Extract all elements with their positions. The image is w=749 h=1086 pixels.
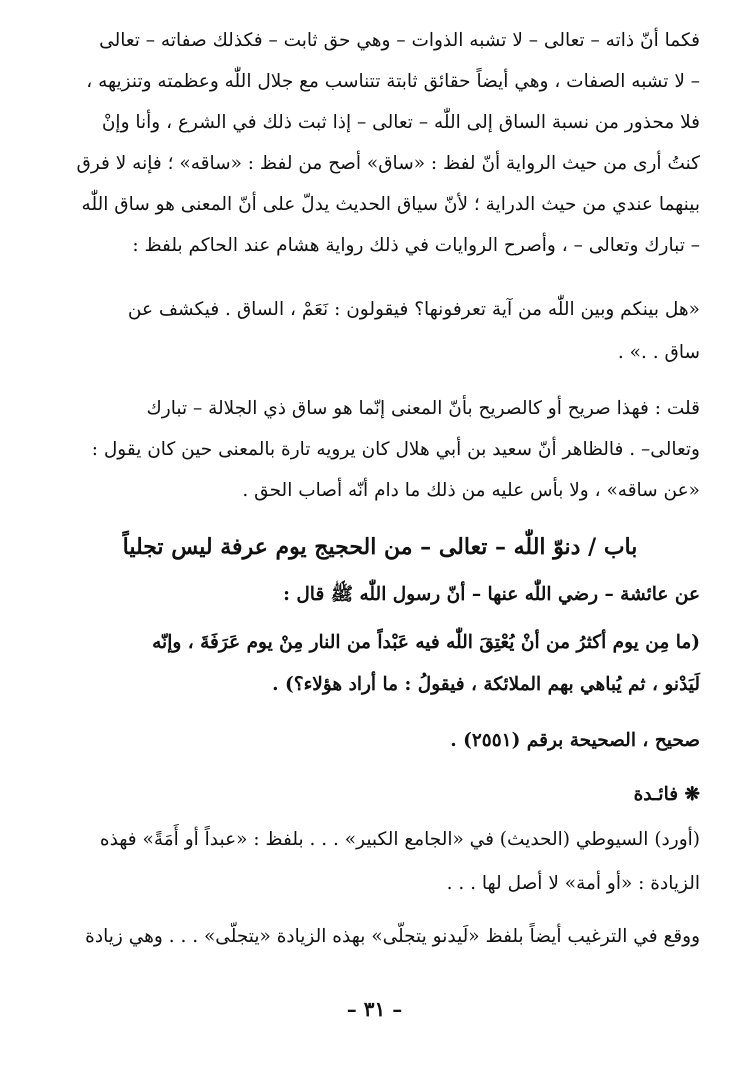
text-line: قلت : فهذا صريح أو كالصريح بأنّ المعنى إنّما هو ساق ذي الجلالة – تبارك [146, 398, 700, 419]
paragraph-4 [60, 928, 700, 947]
text-line: – لا تشبه الصفات ، وهي أيضاً حقائق ثابتة تتناسب مع جلال اللّٰه وعظمته وتنزيهه ، [86, 71, 700, 92]
text-line: وتعالى– . فالظاهر أنّ سعيد بن أبي هلال كان يرويه تارة بالمعنى حين كان يقول : [91, 439, 700, 460]
text-line: الزيادة : «أو أمة» لا أصل لها . . . [446, 873, 700, 894]
text-line: – تبارك وتعالى – ، وأصرح الروايات في ذلك رواية هشام عند الحاكم بلفظ : [132, 235, 700, 256]
text-line: ساق . .» . [617, 342, 700, 363]
paragraph-3 [60, 831, 700, 919]
text-line: (ما مِن يوم أكثرُ من أنْ يُعْتِقَ اللّٰه فيه عَبْداً من النار مِنْ يوم عَرَفَةَ ، وإنّه [152, 632, 700, 653]
text-line: بينهما عندي من حيث الدراية ؛ لأنّ سياق الحديث يدلّ على أنّ المعنى هو ساق اللّٰه [81, 194, 700, 215]
paragraph-1 [60, 32, 700, 278]
grading [60, 732, 700, 751]
chapter-heading [60, 534, 700, 560]
text-line: «هل بينكم وبين اللّٰه من آية تعرفونها؟ فيقولون : نَعَمْ ، الساق . فيكشف عن [127, 299, 700, 320]
text-line: ووقع في الترغيب أيضاً بلفظ «لَيدنو يتجلّى» بهذه الزيادة «يتجلّى» . . . وهي زيادة [85, 926, 700, 947]
heading-text: باب / دنوّ اللّٰه – تعالى – من الحجيج يوم عرفة ليس تجلياً [122, 534, 638, 560]
text-line: لَيَدْنو ، ثم يُباهي بهم الملائكة ، فيقولُ : ما أراد هؤلاء؟) . [272, 674, 700, 695]
benefit-heading: ❋ فائـدة [633, 784, 700, 805]
text-line: «عن ساقه» ، ولا بأس عليه من ذلك ما دام أنّه أصاب الحق . [242, 480, 700, 501]
text-line: فلا محذور من نسبة الساق إلى اللّٰه – تعالى – إذا ثبت ذلك في الشرع ، وأنا وإنْ [101, 112, 700, 133]
narration-intro [60, 586, 700, 605]
hadith-text [60, 634, 700, 718]
text-line: كنتُ أرى من حيث الرواية أنّ لفظ : «ساق» أصح من لفظ : «ساقه» ؛ فإنه لا فرق [76, 153, 700, 174]
quote-1 [60, 301, 700, 387]
paragraph-2 [60, 400, 700, 523]
page-number: – ٣١ – [346, 997, 403, 1021]
text-line: (أورد) السيوطي (الحديث) في «الجامع الكبير» . . . بلفظ : «عبداً أو أَمَةً» فهذه [99, 829, 700, 850]
text-line: عن عائشة – رضي اللّٰه عنها – أنّ رسول اللّٰه ﷺ قال : [283, 584, 700, 605]
text-line: صحيح ، الصحيحة برقم (٢٥٥١) . [450, 730, 700, 751]
benefit-title [60, 786, 700, 805]
text-line: فكما أنّ ذاته – تعالى – لا تشبه الذوات – وهي حق ثابت – فكذلك صفاته – تعالى [99, 30, 700, 51]
